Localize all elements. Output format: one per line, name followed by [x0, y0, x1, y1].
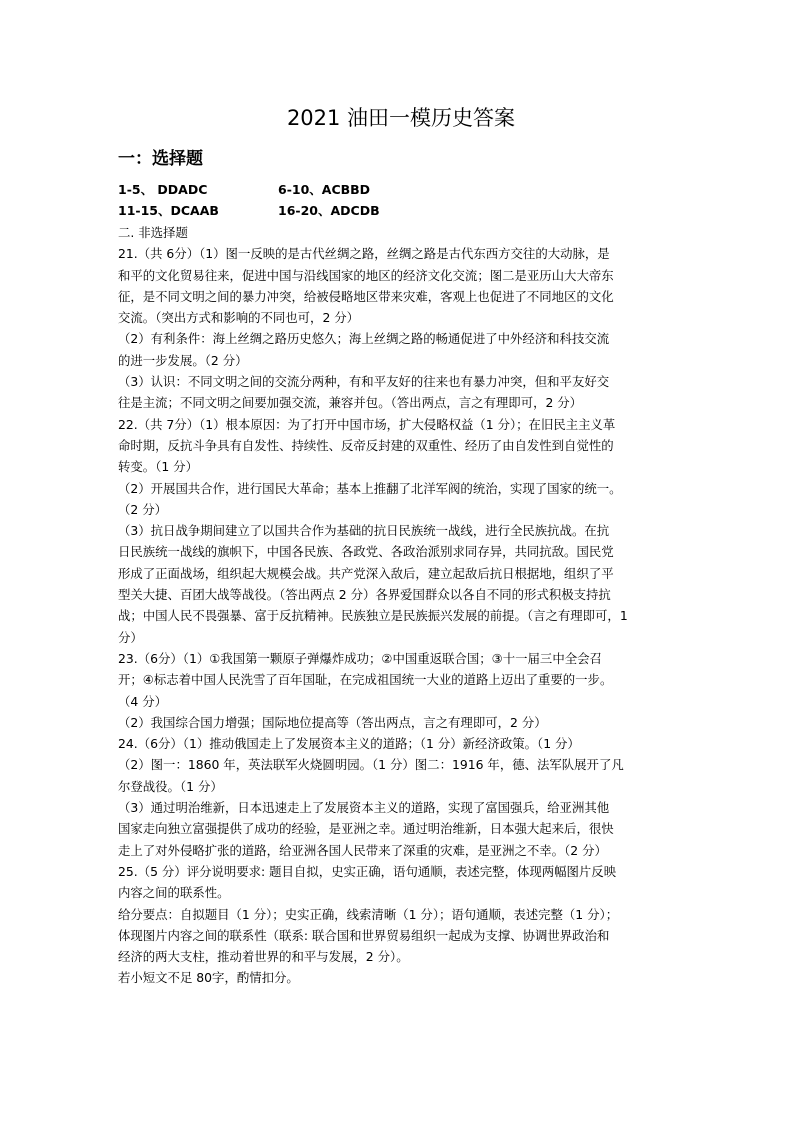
text-line: 23.（6分）（1）①我国第一颗原子弹爆炸成功；②中国重返联合国；③十一届三中全会召 [118, 650, 602, 666]
text-line: 24.（6分）（1）推动俄国走上了发展资本主义的道路；（1 分）新经济政策。（1 分） [118, 736, 580, 752]
text-line: 体现图片内容之间的联系性（联系: 联合国和世界贸易组织一起成为支撑、协调世界政治和 [118, 927, 610, 943]
text-line: （2）有利条件：海上丝绸之路历史悠久；海上丝绸之路的畅通促进了中外经济和科技交流 [118, 331, 610, 347]
text-line: 交流。（突出方式和影响的不同也可，2 分） [118, 310, 360, 326]
text-line: （2 分） [118, 501, 167, 517]
answer-group: 6-10、ACBBD [278, 182, 371, 197]
text-line: （3）通过明治维新，日本迅速走上了发展资本主义的道路，实现了富国强兵，给亚洲其他 [118, 800, 610, 816]
answer-group: 11-15、DCAAB [118, 202, 219, 218]
text-line: 战；中国人民不畏强暴、富于反抗精神。民族独立是民族振兴发展的前提。（言之有理即可，1 [118, 608, 628, 624]
text-line: （2）图一：1860 年，英法联军火烧圆明园。（1 分）图二：1916 年，德、法军队展开了凡 [118, 757, 624, 773]
text-line: 若小短文不足 80字，酌情扣分。 [118, 970, 299, 986]
text-line: 二. 非选择题 [118, 225, 188, 240]
text-line: （2）开展国共合作，进行国民大革命；基本上推翻了北洋军阀的统治，实现了国家的统一。 [118, 480, 622, 496]
text-line: 分） [118, 629, 143, 645]
text-line: 25.（5 分）评分说明要求: 题目自拟，史实正确，语句通顺，表述完整，体现两幅图片反映 [118, 863, 617, 879]
text-line: 内容之间的联系性。 [118, 885, 230, 901]
text-line: 经济的两大支柱，推动着世界的和平与发展，2 分）。 [118, 949, 409, 965]
text-line: 开；④标志着中国人民洗雪了百年国耻，在完成祖国统一大业的道路上迈出了重要的一步。 [118, 672, 613, 688]
section-heading-multiple-choice: 一：选择题 [118, 149, 203, 169]
answer-group: 1-5、 DDADC [118, 182, 208, 197]
text-line: 征，是不同文明之间的暴力冲突，给被侵略地区带来灾难，客观上也促进了不同地区的文化 [118, 288, 614, 304]
answer-group: 16-20、ADCDB [278, 202, 380, 218]
text-line: 22.（共 7分）（1）根本原因：为了打开中国市场，扩大侵略权益（1 分）；在旧民主主义革 [118, 416, 616, 432]
text-line: （3）抗日战争期间建立了以国共合作为基础的抗日民族统一战线，进行全民族抗战。在抗 [118, 523, 610, 539]
text-line: 给分要点：自拟题目（1 分）；史实正确，线索清晰（1 分）；语句通顺，表述完整（1 分）； [118, 906, 619, 922]
text-line: 的进一步发展。（2 分） [118, 352, 248, 368]
text-line: 尔登战役。（1 分） [118, 778, 223, 794]
text-line: 日民族统一战线的旗帜下，中国各民族、各政党、各政治派别求同存异，共同抗敌。国民党 [118, 544, 614, 560]
text-line: 命时期，反抗斗争具有自发性、持续性、反帝反封建的双重性、经历了由自发性到自觉性的 [118, 437, 614, 453]
text-line: （3）认识：不同文明之间的交流分两种，有和平友好的往来也有暴力冲突，但和平友好交 [118, 374, 610, 390]
text-line: 形成了正面战场，组织起大规模会战。共产党深入敌后，建立起敌后抗日根据地，组织了平 [118, 565, 614, 581]
text-line: 转变。（1 分） [118, 459, 198, 475]
page-title: 2021 油田一模历史答案 [286, 106, 516, 130]
answer-body-text [118, 222, 684, 989]
text-line: 型关大捷、百团大战等战役。（答出两点 2 分）各界爱国群众以各自不同的形式积极支持抗 [118, 587, 611, 603]
text-line: （2）我国综合国力增强；国际地位提高等（答出两点，言之有理即可，2 分） [118, 714, 547, 730]
text-line: 21.（共 6分）（1）图一反映的是古代丝绸之路，丝绸之路是古代东西方交往的大动脉，是 [118, 246, 610, 262]
text-line: 走上了对外侵略扩张的道路，给亚洲各国人民带来了深重的灾难，是亚洲之不幸。（2 分） [118, 842, 607, 858]
text-line: 往是主流；不同文明之间要加强交流，兼容并包。（答出两点，言之有理即可，2 分） [118, 395, 583, 411]
text-line: 国家走向独立富强提供了成功的经验，是亚洲之幸。通过明治维新，日本强大起来后，很快 [118, 821, 614, 837]
text-line: 和平的文化贸易往来，促进中国与沿线国家的地区的经济文化交流；图二是亚历山大大帝东 [118, 267, 614, 283]
text-line: （4 分） [118, 693, 167, 709]
